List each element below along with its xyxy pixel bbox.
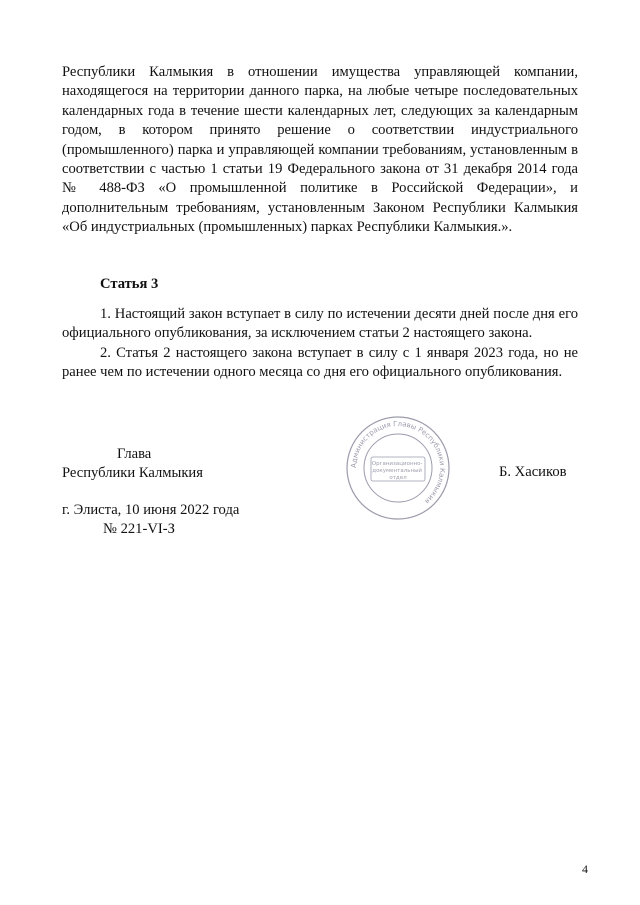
official-seal-stamp	[345, 415, 451, 521]
seal-inner-text: Организационно- документальный отдел	[371, 461, 423, 481]
intro-paragraph: Республики Калмыкия в отношении имущества управляющей компании, находящегося на территории данного парка, на любые четыре последовательных календарных года в течение шести календарных лет, следующих за календарным годом, в котором принято решение о соответствии индустриального (промышленного) парка и управляющей компании требованиям, установленным в соответствии с частью 1 статьи 19 Федерального закона от 31 декабря 2014 года № 488-ФЗ «О промышленной политике в Российской Федерации», и дополнительным требованиям, установленным Законом Республики Калмыкия «Об индустриальных (промышленных) парках Республики Калмыкия.».	[62, 64, 578, 236]
signature-title-line2: Республики Калмыкия	[62, 465, 203, 481]
article-heading: Статья 3	[100, 276, 159, 292]
signatory-name: Б. Хасиков	[499, 464, 567, 480]
signature-title-line1: Глава	[117, 446, 152, 462]
seal-ring-text: Администрация Главы Республики Калмыкия	[349, 419, 447, 506]
article-item-2: 2. Статья 2 настоящего закона вступает в силу с 1 января 2023 года, но не ранее чем по истечении одного месяца со дня его официального опубликования.	[62, 345, 578, 381]
article-item-1: 1. Настоящий закон вступает в силу по истечении десяти дней после дня его официального опубликования, за исключением статьи 2 настоящего закона.	[62, 306, 578, 342]
law-number: № 221-VI-З	[103, 521, 175, 537]
page-number: 4	[582, 862, 588, 876]
place-and-date: г. Элиста, 10 июня 2022 года	[62, 502, 240, 518]
